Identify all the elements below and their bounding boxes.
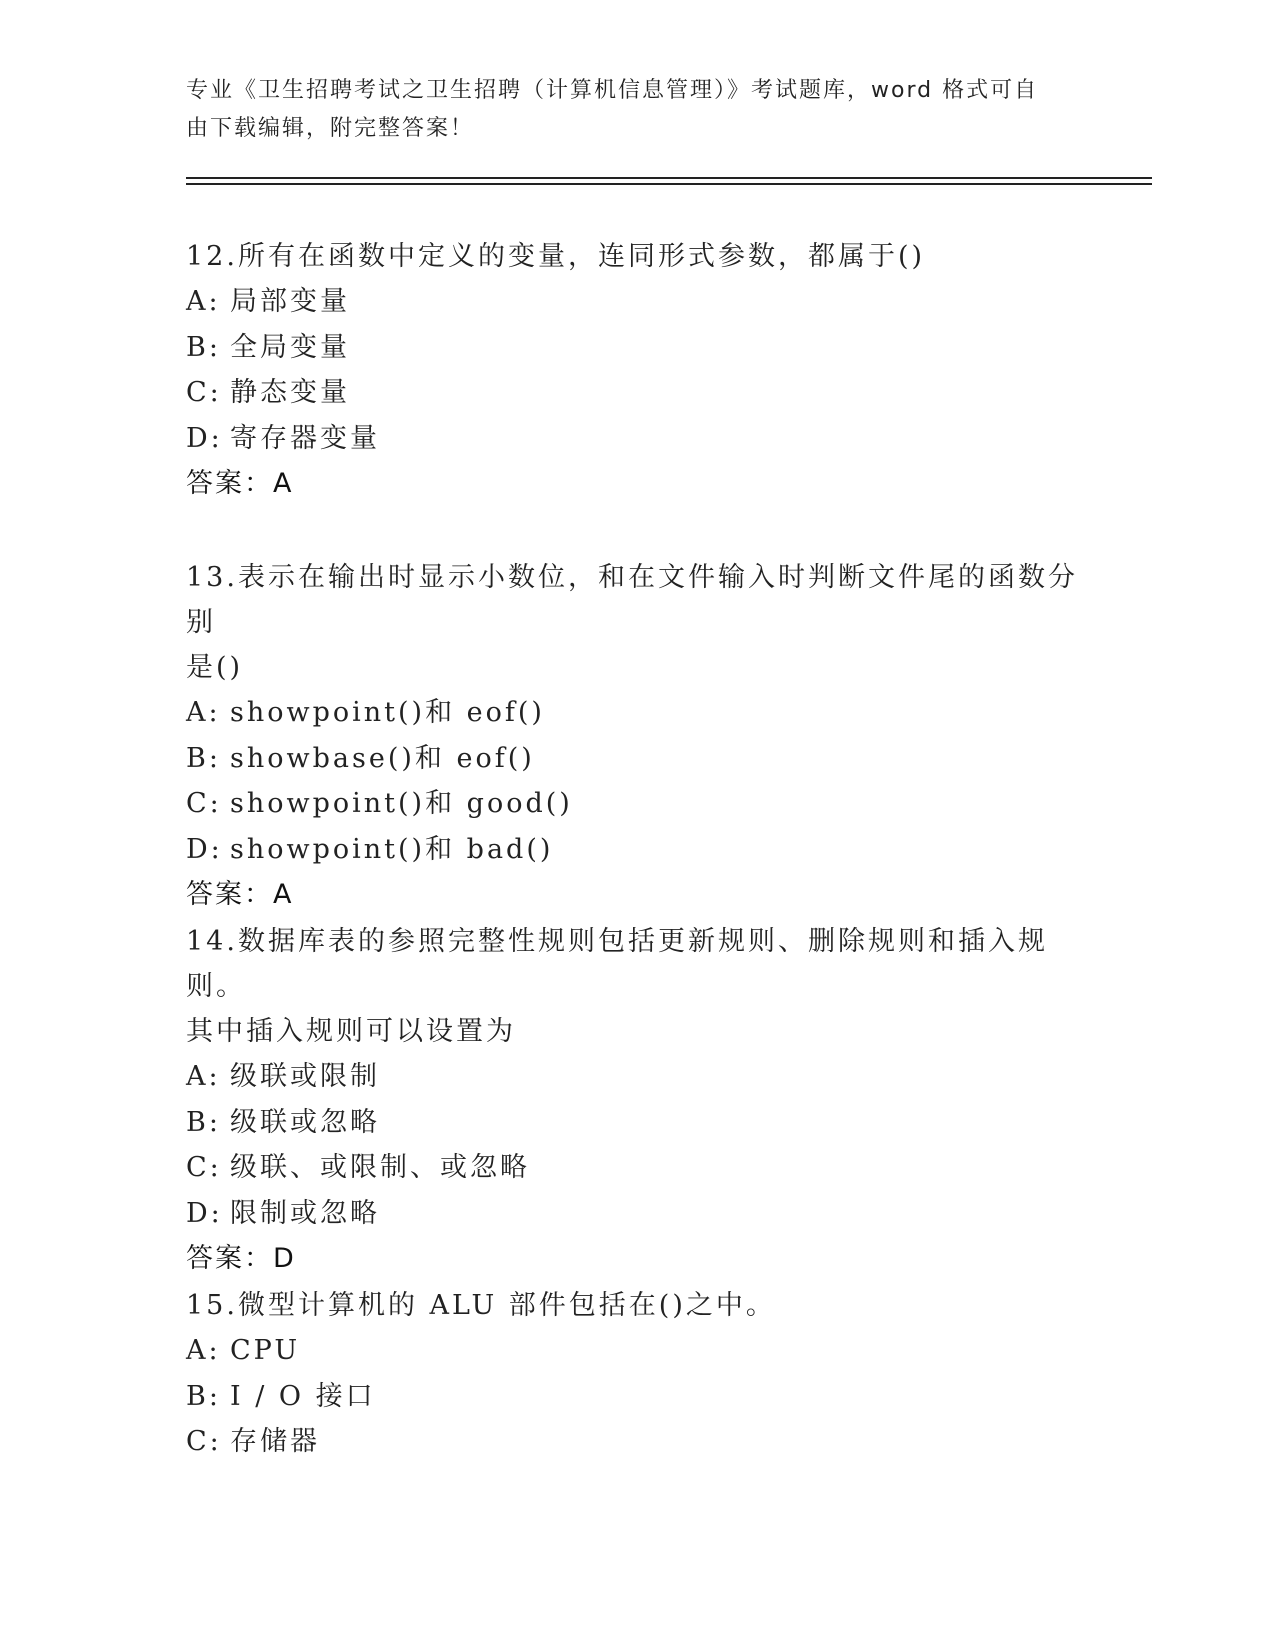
option-text: showpoint()和 good()	[230, 788, 573, 819]
answer-line: 答案：A	[186, 879, 294, 910]
header-line-2: 由下载编辑，附完整答案！	[186, 116, 475, 141]
question-14	[186, 919, 1086, 1281]
option-d	[186, 1191, 1086, 1237]
question-13	[186, 555, 1086, 917]
option-letter: B:	[186, 1106, 221, 1138]
option-c	[186, 1419, 1086, 1465]
option-c	[186, 1145, 1086, 1191]
option-text: 静态变量	[230, 377, 350, 408]
option-letter: D:	[186, 1197, 223, 1229]
question-stem-line-1: 14.数据库表的参照完整性规则包括更新规则、删除规则和插入规则。	[186, 926, 1048, 1002]
option-b	[186, 1374, 1086, 1420]
option-letter: D:	[186, 422, 223, 454]
answer-line: 答案：A	[186, 468, 294, 499]
option-text: 级联或限制	[230, 1061, 380, 1092]
option-text: 级联、或限制、或忽略	[230, 1152, 530, 1183]
header-divider-bottom	[186, 183, 1152, 185]
question-12	[186, 234, 1086, 506]
option-text: 级联或忽略	[230, 1106, 380, 1138]
header-line-1: 专业《卫生招聘考试之卫生招聘（计算机信息管理）》考试题库，word 格式可自	[186, 78, 1039, 103]
option-letter: A:	[186, 1335, 221, 1366]
question-stem-line-2: 其中插入规则可以设置为	[186, 1016, 516, 1047]
option-text: I / O 接口	[230, 1380, 376, 1412]
option-b	[186, 325, 1086, 371]
option-text: showpoint()和 bad()	[230, 833, 554, 865]
option-letter: C:	[186, 788, 222, 819]
option-letter: A:	[186, 697, 221, 728]
option-letter: C:	[186, 1152, 222, 1183]
option-letter: C:	[186, 1426, 222, 1457]
option-c	[186, 781, 1086, 827]
question-stem-line-1: 13.表示在输出时显示小数位，和在文件输入时判断文件尾的函数分别	[186, 562, 1078, 638]
option-text: 全局变量	[230, 331, 350, 363]
option-text: 限制或忽略	[230, 1197, 380, 1229]
option-text: 寄存器变量	[230, 422, 380, 454]
question-stem: 12.所有在函数中定义的变量，连同形式参数，都属于()	[186, 241, 926, 272]
option-text: 局部变量	[230, 286, 350, 317]
option-a	[186, 1328, 1086, 1374]
option-a	[186, 1054, 1086, 1100]
answer-line: 答案：D	[186, 1243, 296, 1274]
option-text: showbase()和 eof()	[230, 742, 535, 774]
question-15	[186, 1283, 1086, 1465]
document-header	[186, 72, 1066, 148]
option-b	[186, 1100, 1086, 1146]
option-letter: D:	[186, 833, 223, 865]
question-stem: 15.微型计算机的 ALU 部件包括在()之中。	[186, 1290, 776, 1321]
option-letter: C:	[186, 377, 222, 408]
option-text: CPU	[230, 1335, 301, 1366]
header-divider-top	[186, 177, 1152, 179]
option-letter: B:	[186, 742, 221, 774]
option-letter: A:	[186, 1061, 221, 1092]
option-b	[186, 736, 1086, 782]
option-letter: A:	[186, 286, 221, 317]
option-a	[186, 690, 1086, 736]
option-d	[186, 827, 1086, 873]
option-letter: B:	[186, 1380, 221, 1412]
option-text: 存储器	[230, 1426, 320, 1457]
option-text: showpoint()和 eof()	[230, 697, 545, 728]
option-d	[186, 416, 1086, 462]
option-a	[186, 279, 1086, 325]
option-letter: B:	[186, 331, 221, 363]
option-c	[186, 370, 1086, 416]
question-stem-line-2: 是()	[186, 652, 244, 683]
